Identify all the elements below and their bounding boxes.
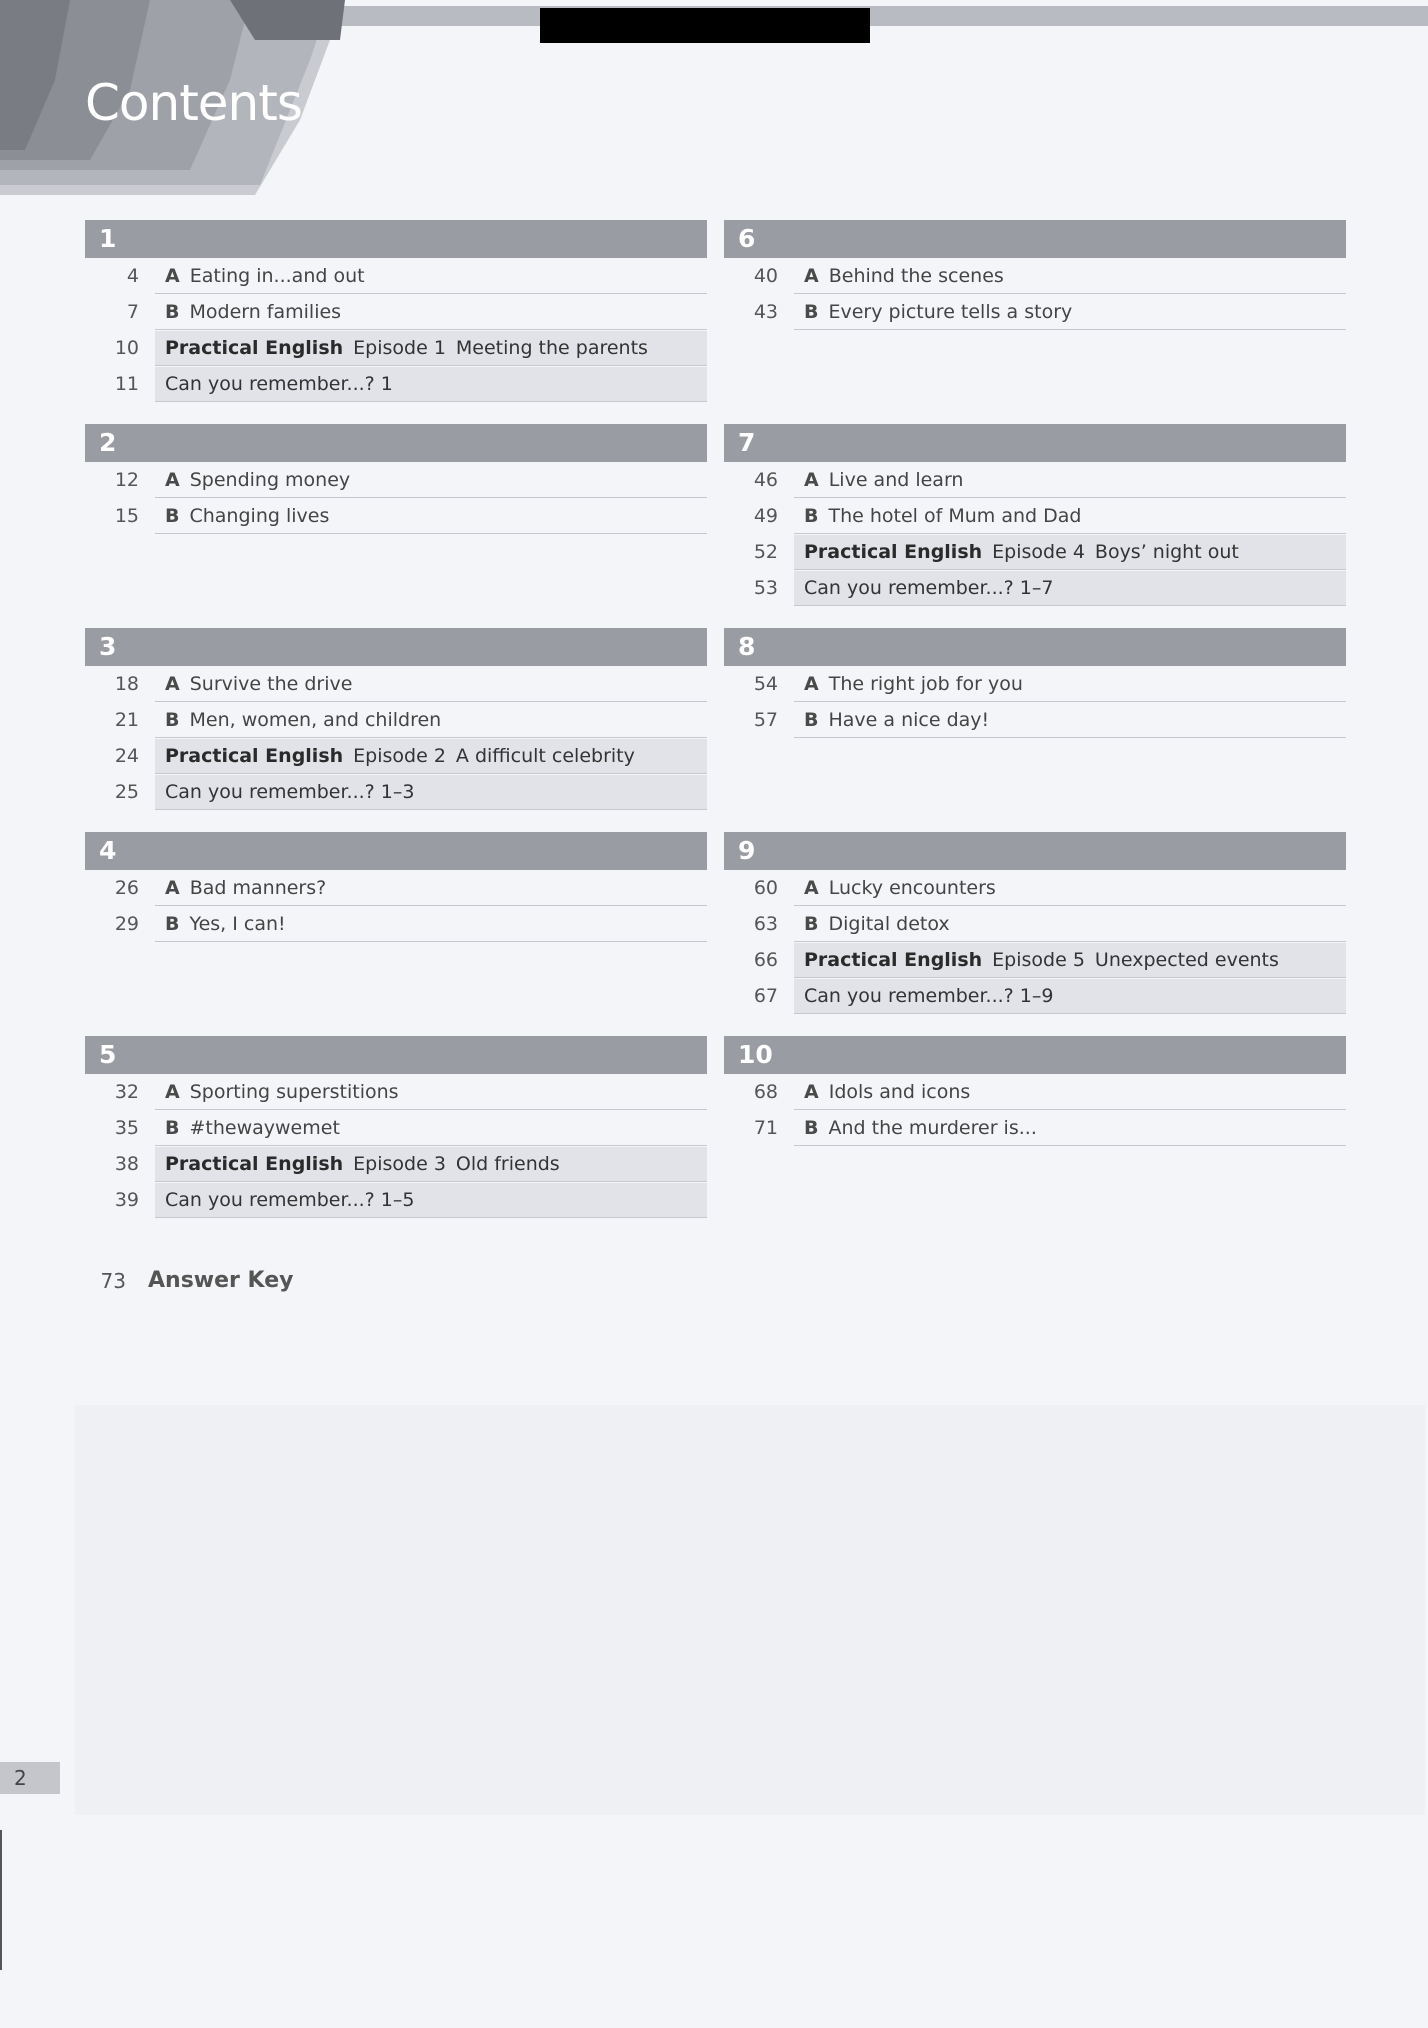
lesson-letter: B [165, 504, 180, 527]
entry-title: Yes, I can! [189, 912, 286, 935]
unit-block [724, 1036, 1346, 1146]
contents-entry [85, 702, 707, 738]
episode-label: Episode 5 [992, 948, 1085, 971]
unit-block [85, 220, 707, 402]
entry-text [155, 367, 707, 402]
contents-entry [85, 294, 707, 330]
entry-title: Can you remember...? 1–7 [804, 576, 1054, 599]
entry-page-number: 57 [753, 709, 778, 731]
contents-entry [724, 870, 1346, 906]
unit-number: 9 [724, 832, 1346, 870]
page-number: 2 [0, 1762, 60, 1794]
redaction-block [540, 8, 870, 43]
lesson-letter: A [804, 264, 819, 287]
entry-title: Can you remember...? 1 [165, 372, 393, 395]
entry-text [155, 871, 707, 906]
entry-page-number: 32 [114, 1081, 139, 1103]
entry-text [794, 463, 1346, 498]
entry-title: Can you remember...? 1–5 [165, 1188, 415, 1211]
unit-number: 3 [85, 628, 707, 666]
entry-page-number: 43 [753, 301, 778, 323]
entry-text [794, 703, 1346, 738]
contents-entry [724, 978, 1346, 1014]
unit-block [724, 424, 1346, 606]
entry-text [155, 499, 707, 534]
lesson-letter: B [804, 300, 819, 323]
entry-text [155, 703, 707, 738]
unit-block [85, 628, 707, 810]
unit-number: 7 [724, 424, 1346, 462]
entry-page-number: 24 [114, 745, 139, 767]
entry-page-number: 11 [114, 373, 139, 395]
entry-page-number: 12 [114, 469, 139, 491]
entry-text [155, 1147, 707, 1182]
entry-page-number: 15 [114, 505, 139, 527]
entry-page-number: 26 [114, 877, 139, 899]
contents-entry [85, 666, 707, 702]
contents-entry [724, 906, 1346, 942]
entry-text [155, 331, 707, 366]
entry-title: Every picture tells a story [828, 300, 1073, 323]
entry-text [155, 667, 707, 702]
entry-text [794, 1111, 1346, 1146]
entry-title: The hotel of Mum and Dad [828, 504, 1082, 527]
entry-title: Can you remember...? 1–3 [165, 780, 415, 803]
contents-entry [85, 738, 707, 774]
entry-title: Can you remember...? 1–9 [804, 984, 1054, 1007]
contents-entry [724, 258, 1346, 294]
entry-title: A difficult celebrity [455, 744, 635, 767]
unit-block [724, 832, 1346, 1014]
entry-page-number: 49 [753, 505, 778, 527]
answer-key-page: 73 [100, 1268, 126, 1293]
episode-label: Episode 4 [992, 540, 1085, 563]
entry-title: Idols and icons [828, 1080, 971, 1103]
entry-text [794, 1075, 1346, 1110]
entry-page-number: 40 [753, 265, 778, 287]
contents-entry [85, 366, 707, 402]
entry-page-number: 7 [126, 301, 139, 323]
entry-page-number: 53 [753, 577, 778, 599]
unit-number: 8 [724, 628, 1346, 666]
unit-block [724, 628, 1346, 738]
entry-text [794, 871, 1346, 906]
unit-block [724, 220, 1346, 330]
entry-text [155, 1075, 707, 1110]
lesson-letter: B [804, 912, 819, 935]
entry-page-number: 52 [753, 541, 778, 563]
entry-text [155, 463, 707, 498]
answer-key-label: Answer Key [148, 1268, 294, 1293]
unit-number: 2 [85, 424, 707, 462]
contents-entry [85, 1110, 707, 1146]
unit-number: 1 [85, 220, 707, 258]
unit-number: 10 [724, 1036, 1346, 1074]
entry-text [155, 1183, 707, 1218]
top-bar [330, 6, 1428, 26]
contents-entry [85, 774, 707, 810]
entry-title: Modern families [189, 300, 342, 323]
entry-title: Changing lives [189, 504, 330, 527]
contents-entry [85, 258, 707, 294]
entry-page-number: 71 [753, 1117, 778, 1139]
lesson-letter: B [804, 708, 819, 731]
lesson-letter: A [804, 876, 819, 899]
contents-entry [85, 498, 707, 534]
entry-page-number: 29 [114, 913, 139, 935]
contents-entry [724, 570, 1346, 606]
lesson-letter: A [165, 468, 180, 491]
unit-number: 4 [85, 832, 707, 870]
entry-title: Behind the scenes [828, 264, 1004, 287]
lesson-letter: B [165, 708, 180, 731]
entry-title: Spending money [189, 468, 351, 491]
unit-block [85, 424, 707, 534]
contents-entry [85, 330, 707, 366]
entry-title: Survive the drive [189, 672, 353, 695]
entry-title: #thewaywemet [189, 1116, 340, 1139]
entry-title: Old friends [455, 1152, 560, 1175]
practical-english-label: Practical English [165, 336, 344, 359]
entry-title: Live and learn [828, 468, 964, 491]
edge-line [0, 1830, 2, 1970]
practical-english-label: Practical English [804, 948, 983, 971]
entry-page-number: 54 [753, 673, 778, 695]
entry-title: Men, women, and children [189, 708, 442, 731]
entry-text [794, 979, 1346, 1014]
contents-entry [724, 702, 1346, 738]
lesson-letter: A [804, 1080, 819, 1103]
entry-text [155, 775, 707, 810]
answer-key-entry [86, 1268, 293, 1293]
contents-entry [724, 666, 1346, 702]
entry-page-number: 38 [114, 1153, 139, 1175]
contents-entry [724, 534, 1346, 570]
entry-title: Eating in...and out [189, 264, 365, 287]
contents-entry [724, 1074, 1346, 1110]
entry-page-number: 18 [114, 673, 139, 695]
entry-page-number: 4 [126, 265, 139, 287]
faint-background-panel [75, 1405, 1425, 1815]
entry-title: Lucky encounters [828, 876, 996, 899]
entry-text [155, 1111, 707, 1146]
entry-page-number: 35 [114, 1117, 139, 1139]
entry-text [794, 667, 1346, 702]
episode-label: Episode 3 [353, 1152, 446, 1175]
lesson-letter: A [804, 672, 819, 695]
entry-title: Digital detox [828, 912, 950, 935]
contents-entry [724, 294, 1346, 330]
entry-page-number: 10 [114, 337, 139, 359]
entry-page-number: 67 [753, 985, 778, 1007]
lesson-letter: B [165, 912, 180, 935]
entry-page-number: 21 [114, 709, 139, 731]
entry-title: Unexpected events [1094, 948, 1279, 971]
lesson-letter: B [804, 1116, 819, 1139]
lesson-letter: B [804, 504, 819, 527]
contents-entry [724, 1110, 1346, 1146]
episode-label: Episode 2 [353, 744, 446, 767]
contents-entry [85, 870, 707, 906]
entry-text [794, 295, 1346, 330]
entry-page-number: 66 [753, 949, 778, 971]
entry-page-number: 68 [753, 1081, 778, 1103]
lesson-letter: B [165, 300, 180, 323]
entry-page-number: 63 [753, 913, 778, 935]
unit-block [85, 1036, 707, 1218]
lesson-letter: A [165, 672, 180, 695]
entry-page-number: 60 [753, 877, 778, 899]
unit-number: 6 [724, 220, 1346, 258]
entry-title: Bad manners? [189, 876, 327, 899]
practical-english-label: Practical English [165, 744, 344, 767]
contents-entry [85, 462, 707, 498]
entry-text [155, 259, 707, 294]
entry-title: Boys’ night out [1094, 540, 1239, 563]
contents-entry [85, 1074, 707, 1110]
entry-text [794, 907, 1346, 942]
contents-entry [85, 906, 707, 942]
entry-text [155, 907, 707, 942]
entry-text [794, 535, 1346, 570]
contents-entry [724, 462, 1346, 498]
contents-entry [85, 1182, 707, 1218]
lesson-letter: A [804, 468, 819, 491]
lesson-letter: A [165, 264, 180, 287]
entry-page-number: 39 [114, 1189, 139, 1211]
practical-english-label: Practical English [804, 540, 983, 563]
page-title: Contents [85, 74, 302, 132]
lesson-letter: A [165, 1080, 180, 1103]
entry-text [794, 943, 1346, 978]
contents-entry [85, 1146, 707, 1182]
contents-entry [724, 498, 1346, 534]
entry-page-number: 25 [114, 781, 139, 803]
entry-text [155, 295, 707, 330]
contents-entry [724, 942, 1346, 978]
entry-title: Have a nice day! [828, 708, 990, 731]
entry-title: And the murderer is... [828, 1116, 1037, 1139]
entry-title: Sporting superstitions [189, 1080, 399, 1103]
lesson-letter: B [165, 1116, 180, 1139]
practical-english-label: Practical English [165, 1152, 344, 1175]
unit-number: 5 [85, 1036, 707, 1074]
entry-text [794, 499, 1346, 534]
episode-label: Episode 1 [353, 336, 446, 359]
entry-text [155, 739, 707, 774]
entry-text [794, 571, 1346, 606]
unit-block [85, 832, 707, 942]
entry-title: The right job for you [828, 672, 1023, 695]
lesson-letter: A [165, 876, 180, 899]
entry-page-number: 46 [753, 469, 778, 491]
entry-title: Meeting the parents [455, 336, 648, 359]
entry-text [794, 259, 1346, 294]
